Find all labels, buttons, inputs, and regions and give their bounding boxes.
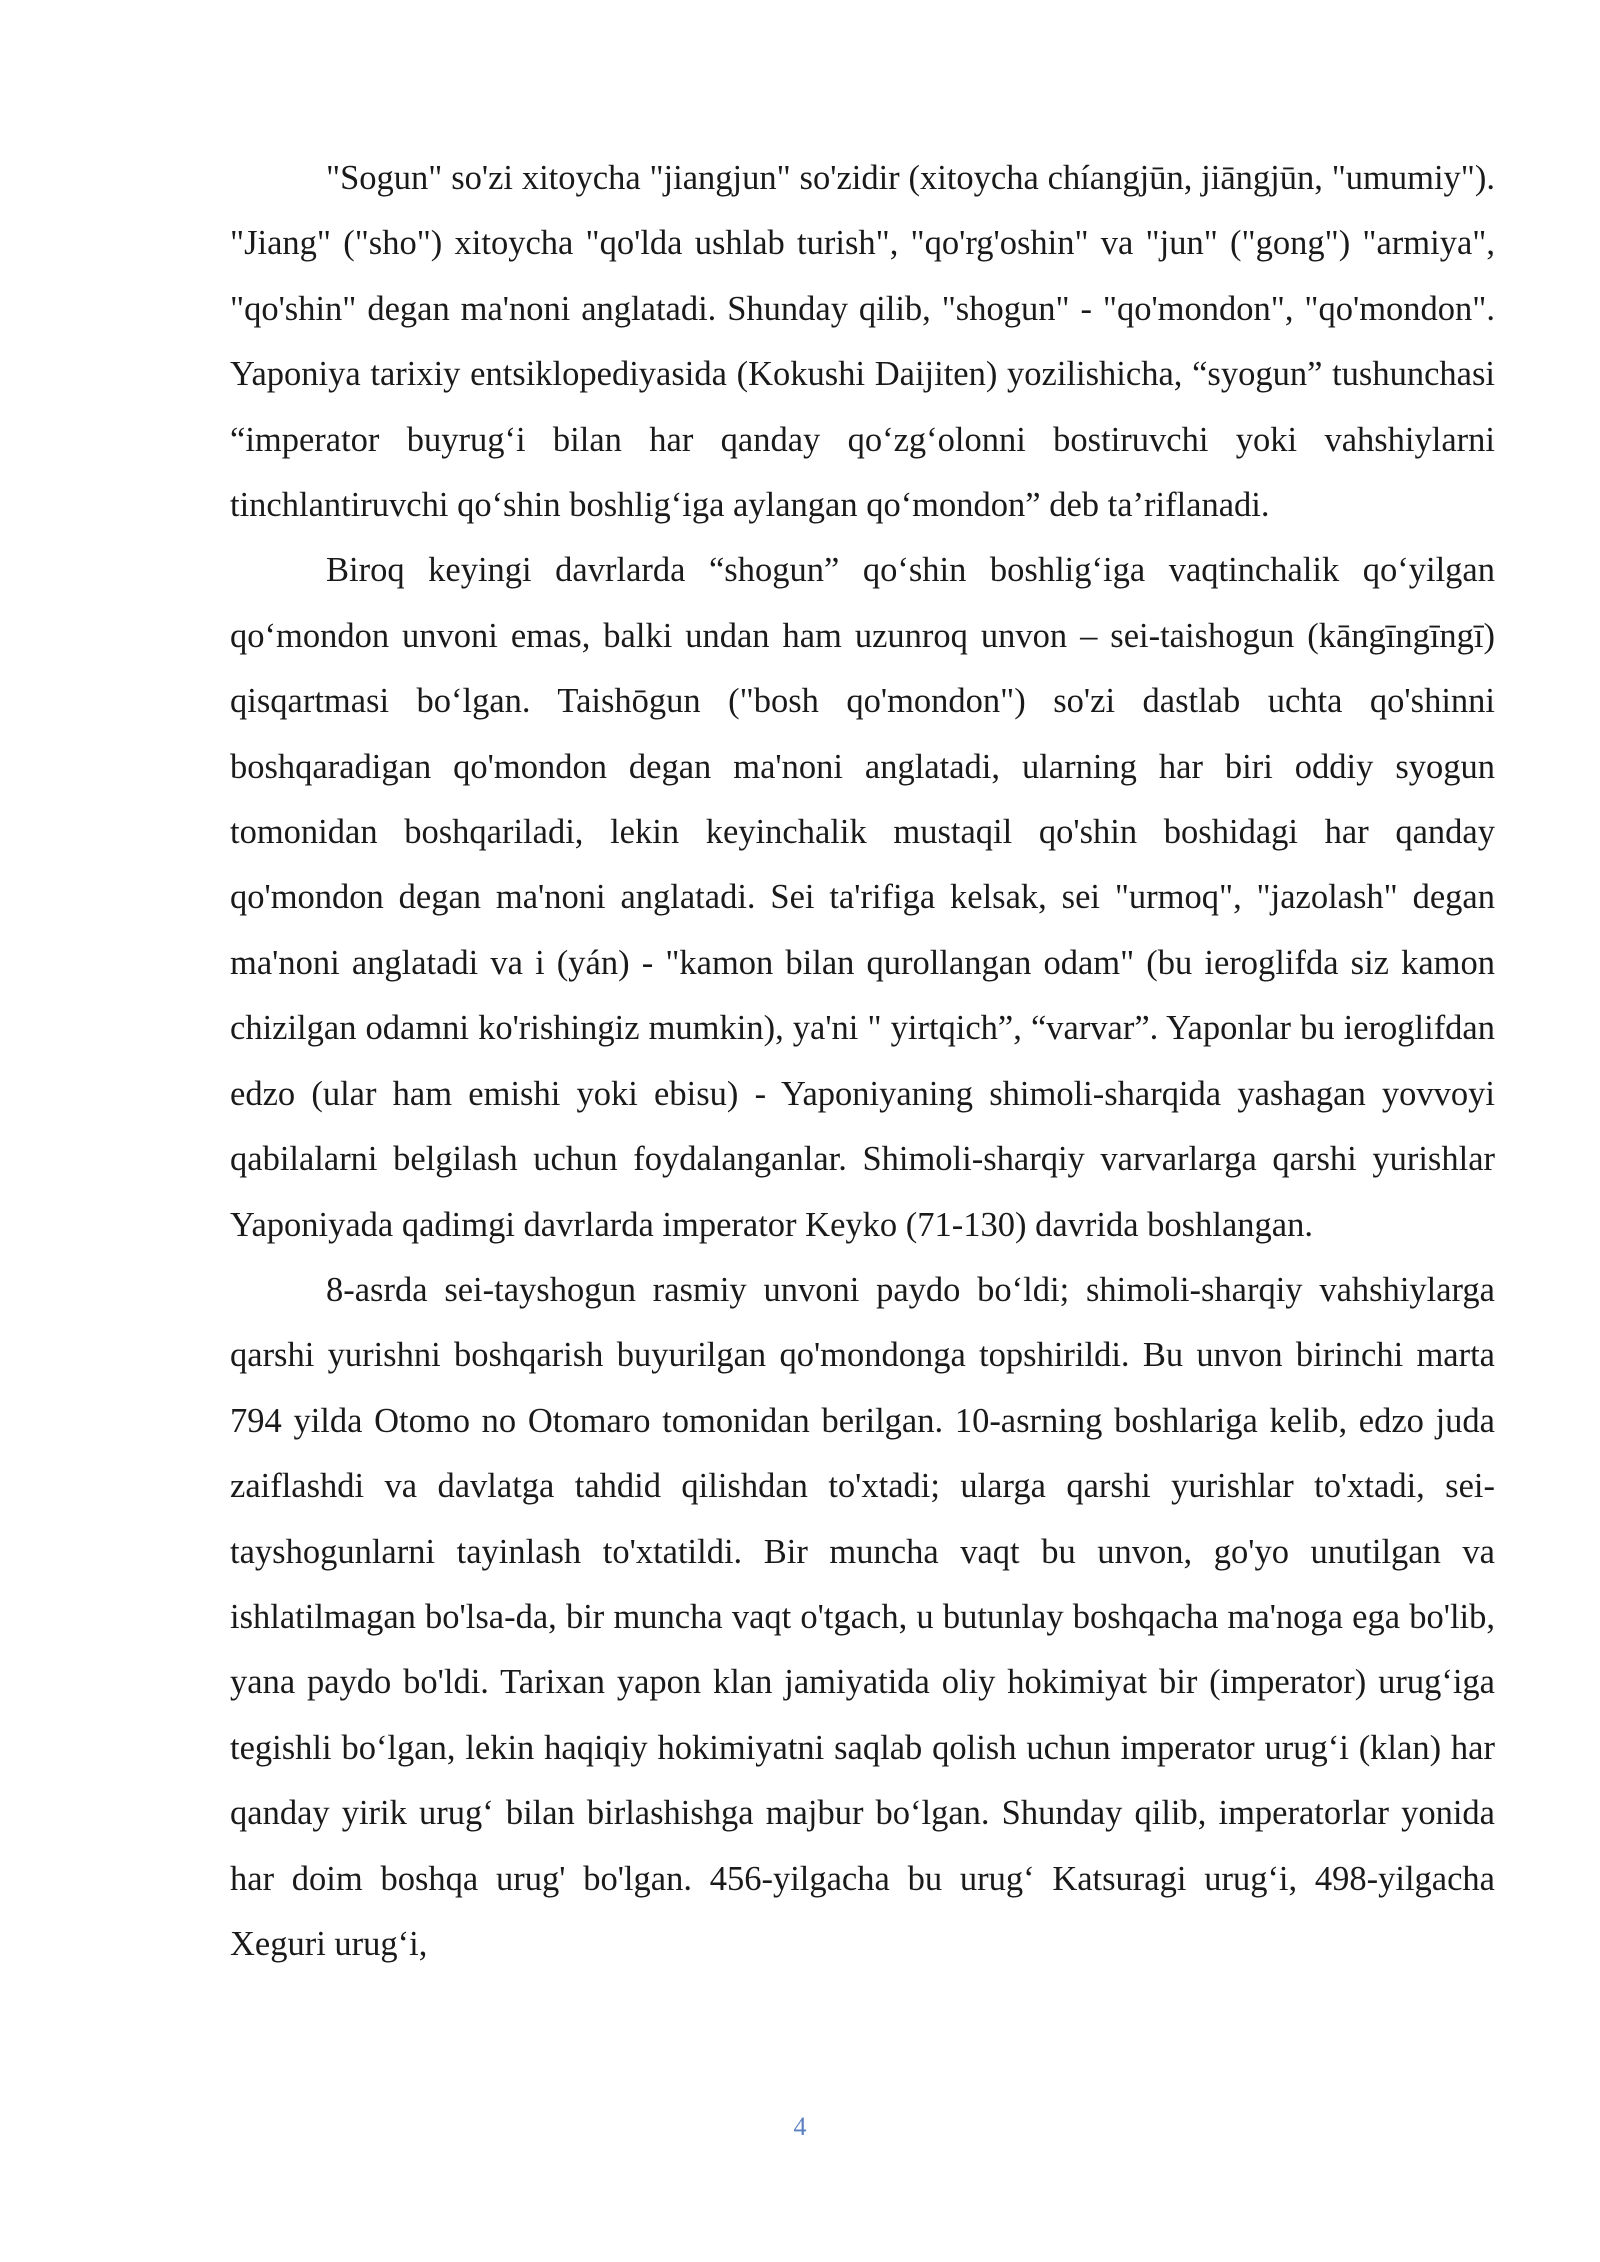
paragraph-3: 8-asrda sei-tayshogun rasmiy unvoni paydo boʻldi; shimoli-sharqiy vahshiylarga qarshi yurishni boshqarish buyurilgan qo'mondonga topshirildi. Bu unvon birinchi marta 794 yilda Otomo no Otomaro tomonidan berilgan. 10-asrning boshlariga kelib, edzo juda zaiflashdi va davlatga tahdid qilishdan to'xtadi; ularga qarshi yurishlar to'xtadi, sei-tayshogunlarni tayinlash to'xtatildi. Bir muncha vaqt bu unvon, go'yo unutilgan va ishlatilmagan bo'lsa-da, bir muncha vaqt o'tgach, u butunlay boshqacha ma'noga ega bo'lib, yana paydo bo'ldi. Tarixan yapon klan jamiyatida oliy hokimiyat bir (imperator) urugʻiga tegishli boʻlgan, lekin haqiqiy hokimiyatni saqlab qolish uchun imperator urugʻi (klan) har qanday yirik urugʻ bilan birlashishga majbur boʻlgan. Shunday qilib, imperatorlar yonida har doim boshqa urug' bo'lgan. 456-yilgacha bu urugʻ Katsuragi urugʻi, 498-yilgacha Xeguri urugʻi, [230, 1270, 1495, 1963]
paragraph-2: Biroq keyingi davrlarda “shogun” qoʻshin boshligʻiga vaqtinchalik qoʻyilgan qoʻmondon unvoni emas, balki undan ham uzunroq unvon – sei-taishogun (kāngīngīngī) qisqartmasi boʻlgan. Taishōgun ("bosh qo'mondon") so'zi dastlab uchta qo'shinni boshqaradigan qo'mondon degan ma'noni anglatadi, ularning har biri oddiy syogun tomonidan boshqariladi, lekin keyinchalik mustaqil qo'shin boshidagi har qanday qo'mondon degan ma'noni anglatadi. Sei ta'rifiga kelsak, sei "urmoq", "jazolash" degan ma'noni anglatadi va i (yán) - "kamon bilan qurollangan odam" (bu ieroglifda siz kamon chizilgan odamni ko'rishingiz mumkin), ya'ni " yirtqich”, “varvar”. Yaponlar bu ieroglifdan edzo (ular ham emishi yoki ebisu) - Yaponiyaning shimoli-sharqida yashagan yovvoyi qabilalarni belgilash uchun foydalanganlar. Shimoli-sharqiy varvarlarga qarshi yurishlar Yaponiyada qadimgi davrlarda imperator Keyko (71-130) davrida boshlangan. [230, 551, 1495, 1244]
paragraph-1: "Sogun" so'zi xitoycha "jiangjun" so'zidir (xitoycha chíangjūn, jiāngjūn, "umumiy"). "Jiang" ("sho") xitoycha "qo'lda ushlab turish", "qo'rg'oshin" va "jun" ("gong") "armiya", "qo'shin" degan ma'noni anglatadi. Shunday qilib, "shogun" - "qo'mondon", "qo'mondon". Yaponiya tarixiy entsiklopediyasida (Kokushi Daijiten) yozilishicha, “syogun” tushunchasi “imperator buyrugʻi bilan har qanday qoʻzgʻolonni bostiruvchi yoki vahshiylarni tinchlantiruvchi qoʻshin boshligʻiga aylangan qoʻmondon” deb ta’riflanadi. [230, 159, 1495, 525]
document-body [230, 146, 1495, 1977]
page-number: 4 [793, 2112, 807, 2141]
